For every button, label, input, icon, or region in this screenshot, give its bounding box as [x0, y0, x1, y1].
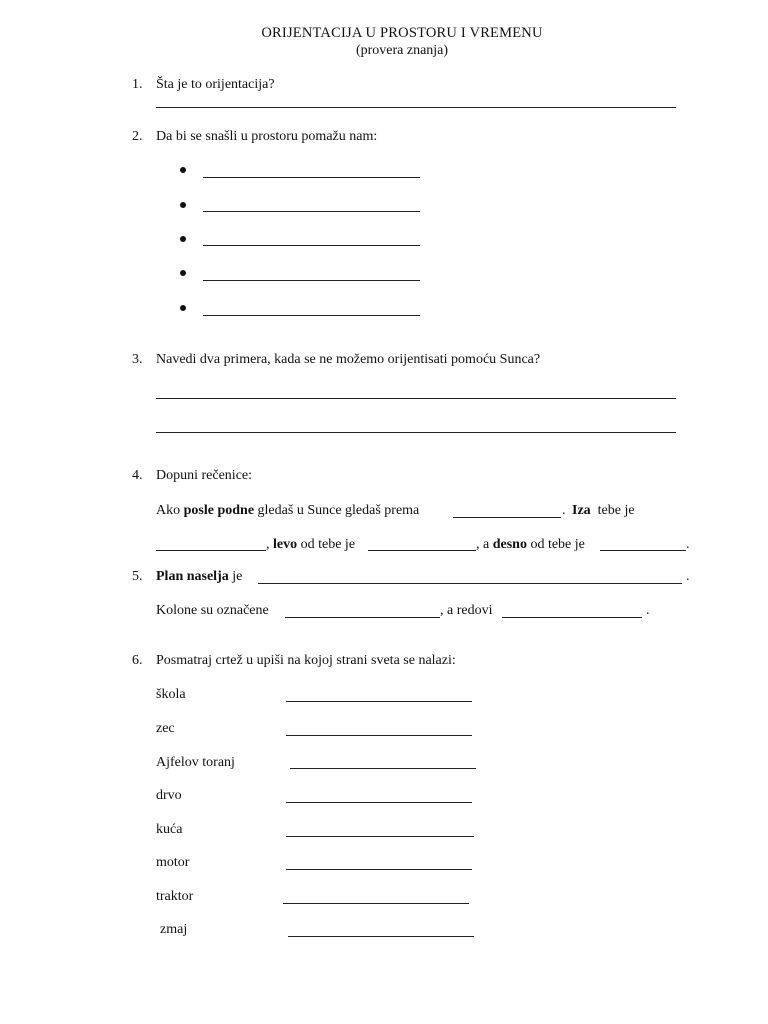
emphasis-text: levo	[273, 537, 298, 552]
q6-item-label: motor	[156, 855, 190, 870]
emphasis-text: desno	[492, 537, 527, 552]
q5-blank-2[interactable]	[285, 617, 440, 618]
q6-item-blank[interactable]	[286, 836, 474, 837]
q1-number: 1.	[132, 77, 143, 92]
q2-answer-line-3[interactable]	[203, 245, 420, 246]
bullet-icon	[180, 167, 186, 173]
q4-sentence-2b: , a desno od tebe je	[476, 537, 585, 552]
q6-item-label: drvo	[156, 788, 182, 803]
q2-answer-line-4[interactable]	[203, 280, 420, 281]
q6-number: 6.	[132, 653, 143, 668]
bullet-icon	[180, 270, 186, 276]
q6-item-blank[interactable]	[286, 869, 472, 870]
q3-answer-line-1[interactable]	[156, 398, 676, 399]
page-subtitle: (provera znanja)	[355, 43, 449, 58]
q5-columns-text: Kolone su označene	[156, 603, 269, 618]
emphasis-text: Plan naselja	[156, 569, 229, 584]
q4-period: .	[686, 537, 690, 552]
emphasis-text: posle podne	[183, 503, 255, 518]
q6-item-blank[interactable]	[286, 802, 472, 803]
q3-answer-line-2[interactable]	[156, 432, 676, 433]
q6-item-blank[interactable]	[283, 903, 469, 904]
q4-blank-1[interactable]	[453, 517, 561, 518]
q1-answer-line[interactable]	[156, 107, 676, 108]
q6-item-label: zec	[156, 721, 175, 736]
q6-item-label: traktor	[156, 889, 194, 904]
q1-text: Šta je to orijentacija?	[156, 77, 275, 92]
q3-number: 3.	[132, 352, 143, 367]
q6-text: Posmatraj crtež u upiši na kojoj strani sveta se nalazi:	[156, 653, 456, 668]
q5-text: Plan naselja je	[156, 569, 243, 584]
q4-number: 4.	[132, 468, 143, 483]
q6-item-blank[interactable]	[286, 701, 472, 702]
q4-sentence-2a: , levo od tebe je	[266, 537, 356, 552]
q2-text: Da bi se snašli u prostoru pomažu nam:	[156, 129, 378, 144]
q4-blank-2[interactable]	[156, 550, 266, 551]
bullet-icon	[180, 305, 186, 311]
q4-text: Dopuni rečenice:	[156, 468, 253, 483]
q4-sentence-1b: Iza tebe je	[572, 503, 635, 518]
q6-item-label: škola	[156, 687, 186, 702]
bullet-icon	[180, 236, 186, 242]
q6-item-blank[interactable]	[288, 936, 474, 937]
q2-answer-line-2[interactable]	[203, 211, 420, 212]
q6-item-blank[interactable]	[286, 735, 472, 736]
q5-blank-1[interactable]	[258, 583, 682, 584]
emphasis-text: Iza	[572, 503, 591, 518]
q4-blank-4[interactable]	[600, 550, 686, 551]
q6-item-label: zmaj	[160, 922, 188, 937]
q5-blank-3[interactable]	[502, 617, 642, 618]
bullet-icon	[180, 202, 186, 208]
q3-text: Navedi dva primera, kada se ne možemo orijentisati pomoću Sunca?	[156, 352, 541, 367]
q4-period: .	[562, 503, 566, 518]
q4-sentence-1: Ako posle podne gledaš u Sunce gledaš prema	[156, 503, 420, 518]
q5-rows-text: , a redovi	[440, 603, 493, 618]
q6-item-blank[interactable]	[290, 768, 476, 769]
q2-answer-line-1[interactable]	[203, 177, 420, 178]
page-title: ORIJENTACIJA U PROSTORU I VREMENU	[261, 25, 543, 41]
q5-period: .	[686, 569, 690, 584]
q6-item-label: kuća	[156, 822, 183, 837]
q6-item-label: Ajfelov toranj	[156, 755, 235, 770]
q5-number: 5.	[132, 569, 143, 584]
q4-blank-3[interactable]	[368, 550, 476, 551]
q5-period: .	[646, 603, 650, 618]
q2-answer-line-5[interactable]	[203, 315, 420, 316]
q2-number: 2.	[132, 129, 143, 144]
